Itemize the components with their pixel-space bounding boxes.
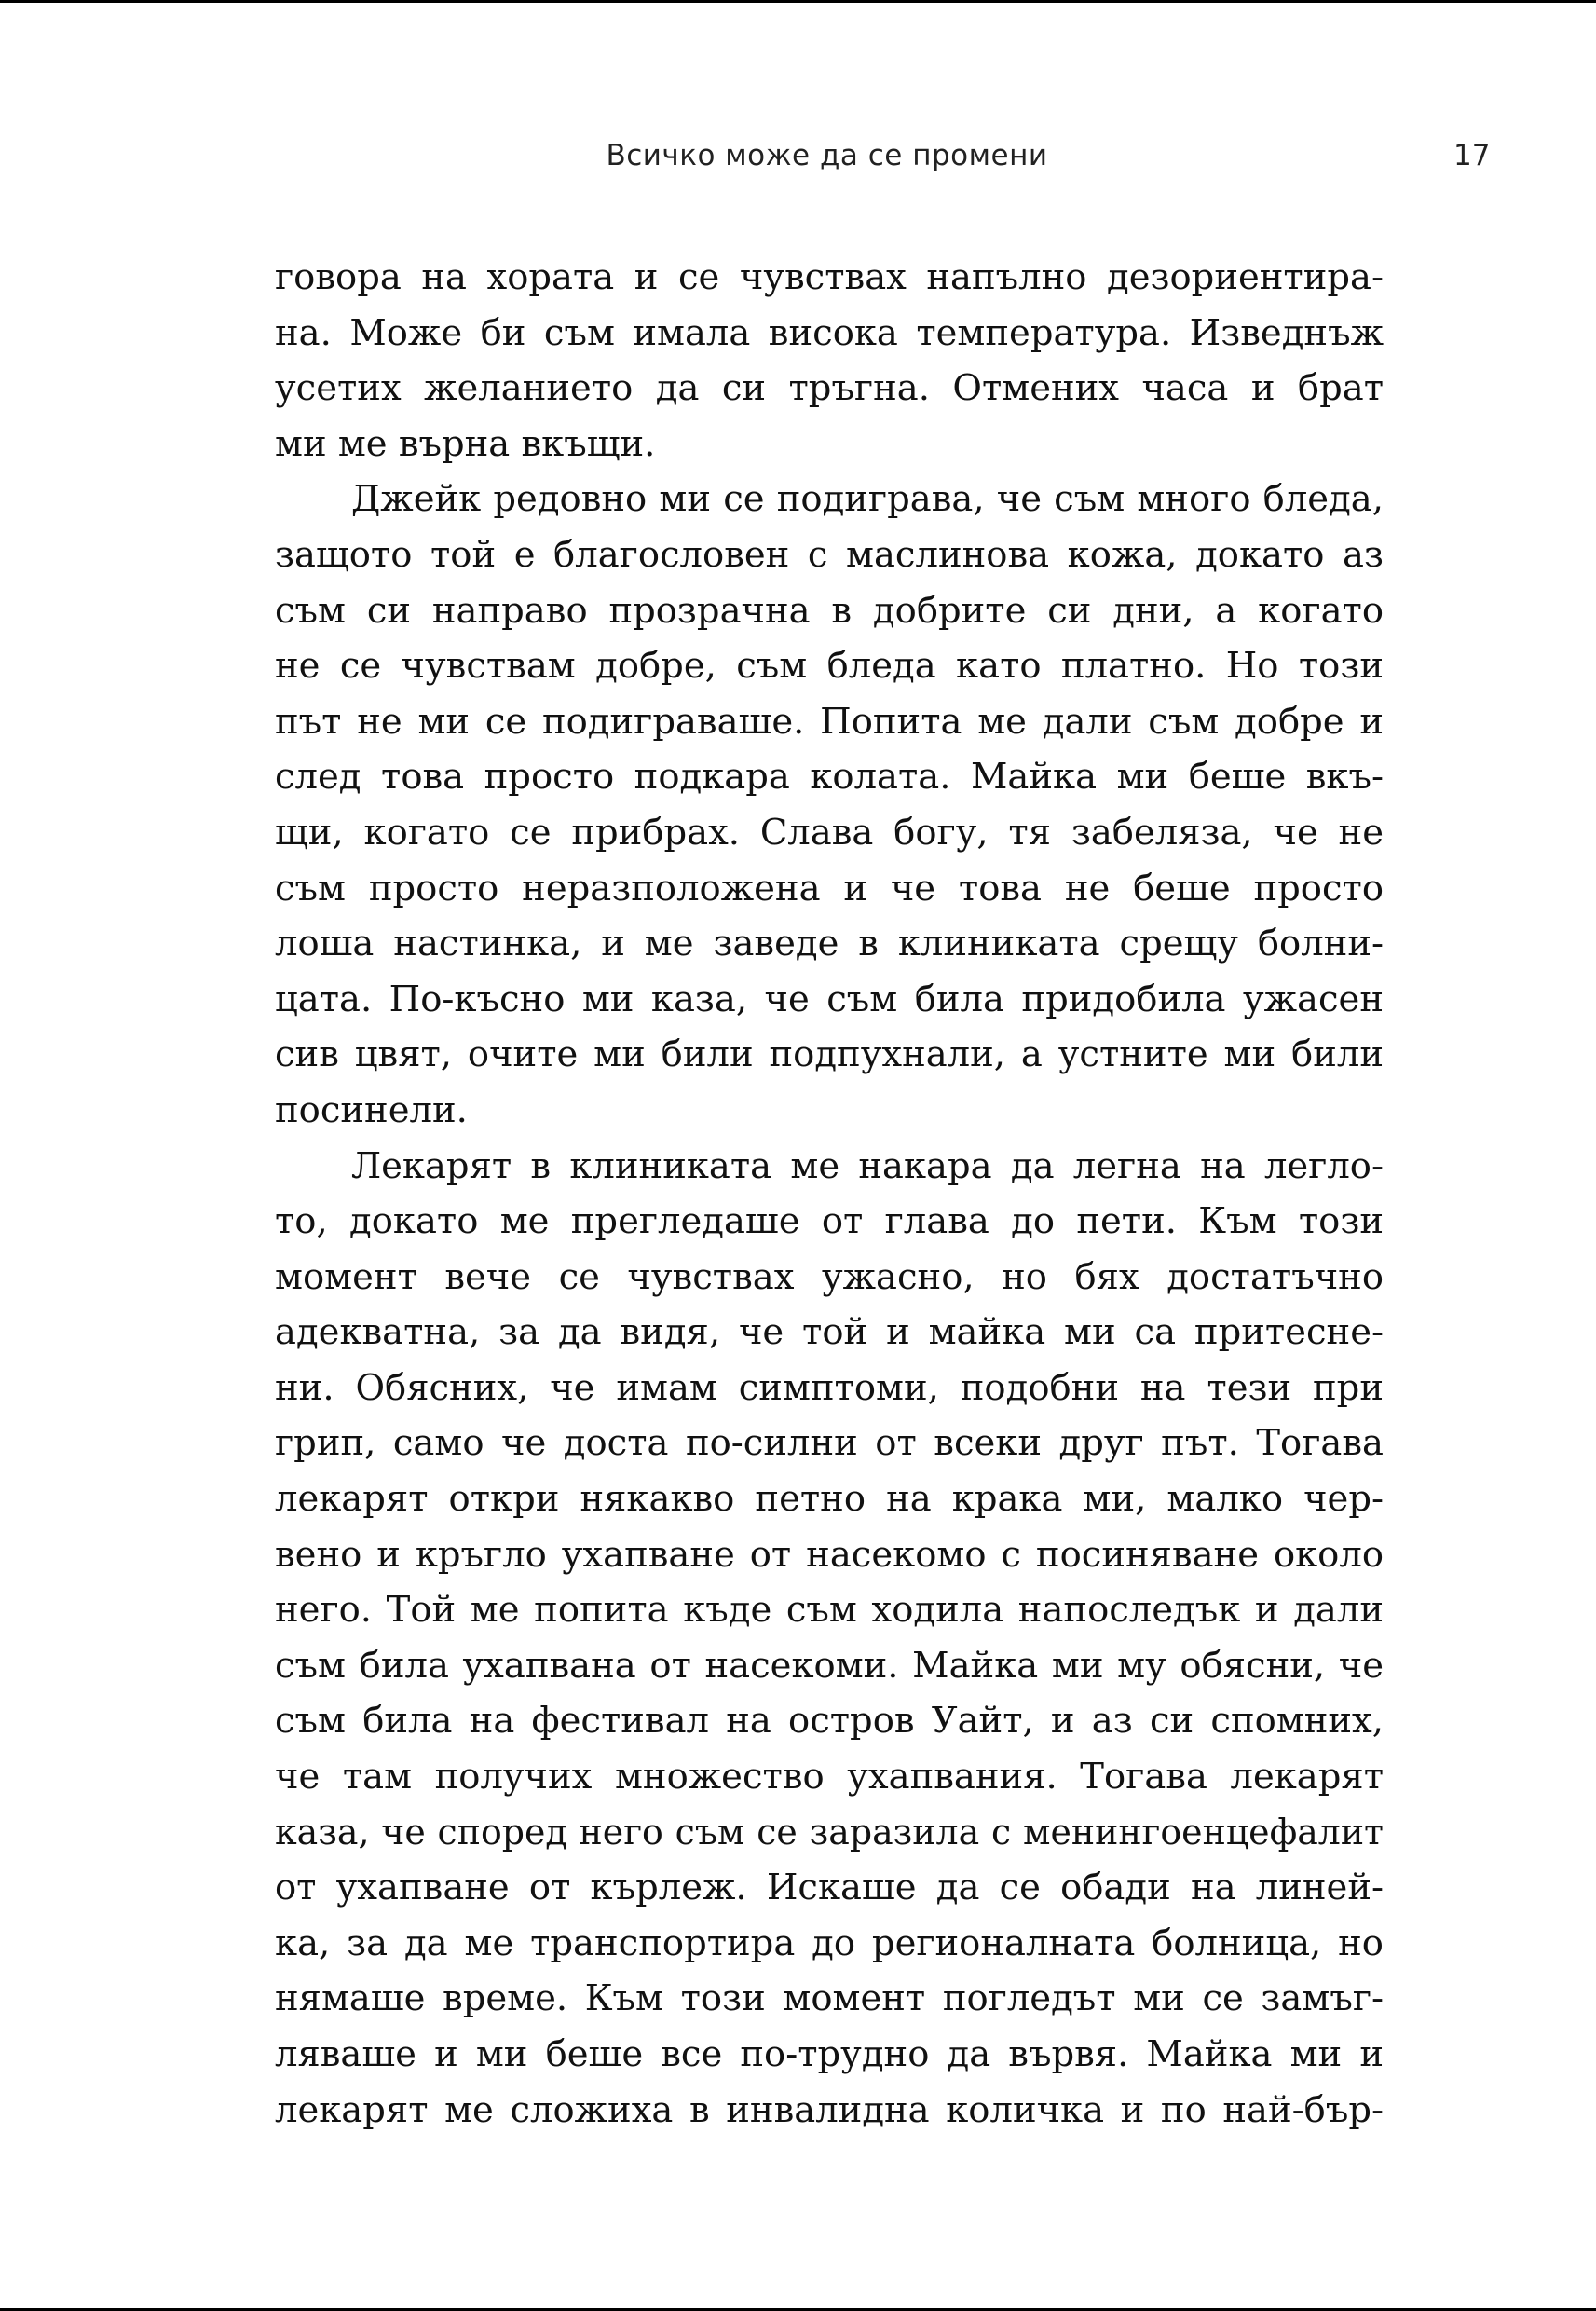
text-line: съм просто неразположена и че това не беше просто <box>275 867 1384 909</box>
text-line: ка, за да ме транспортира до регионалната болница, но <box>275 1921 1384 1964</box>
running-head-title: Всичко може да се промени <box>606 139 1048 172</box>
page-number: 17 <box>1453 139 1491 172</box>
text-line: от ухапване от кърлеж. Искаше да се обади на линей- <box>275 1867 1384 1909</box>
running-head <box>0 132 1596 179</box>
text-line: него. Той ме попита къде съм ходила напоследък и дали <box>275 1589 1384 1632</box>
top-border <box>0 0 1596 3</box>
body-text <box>275 250 1384 2138</box>
text-line: съм била на фестивал на остров Уайт, и аз си спомних, <box>275 1700 1384 1743</box>
text-line: че там получих множество ухапвания. Тогава лекарят <box>275 1756 1384 1798</box>
text-line: лекарят ме сложиха в инвалидна количка и по най-бър- <box>275 2088 1384 2131</box>
text-line: цата. По-късно ми каза, че съм била придобила ужасен <box>275 978 1384 1020</box>
text-line: съм си направо прозрачна в добрите си дни, а когато <box>275 589 1384 632</box>
text-line: каза, че според него съм се заразила с менингоенцефалит <box>275 1811 1384 1853</box>
text-line: нямаше време. Към този момент погледът ми се замъг- <box>275 1977 1384 2020</box>
text-line: след това просто подкара колата. Майка ми беше вкъ- <box>275 756 1384 799</box>
text-line: лоша настинка, и ме заведе в клиниката срещу болни- <box>275 923 1384 965</box>
text-line: защото той е благословен с маслинова кожа, докато аз <box>275 533 1384 576</box>
text-line: Джейк редовно ми се подиграва, че съм много бледа, <box>351 478 1384 521</box>
text-line: щи, когато се прибрах. Слава богу, тя забеляза, че не <box>275 811 1384 854</box>
text-line: посинели. <box>275 1088 468 1131</box>
text-line: на. Може би съм имала висока температура. Изведнъж <box>275 311 1384 354</box>
text-line: то, докато ме прегледаше от глава до пети. Към този <box>275 1200 1384 1243</box>
text-line: съм била ухапвана от насекоми. Майка ми му обясни, че <box>275 1644 1384 1687</box>
text-line: говора на хората и се чувствах напълно дезориентира- <box>275 256 1384 298</box>
text-line: ни. Обясних, че имам симптоми, подобни на тези при <box>275 1366 1384 1409</box>
text-line: момент вече се чувствах ужасно, но бях достатъчно <box>275 1255 1384 1298</box>
text-line: ляваше и ми беше все по-трудно да вървя. Майка ми и <box>275 2033 1384 2075</box>
paragraph <box>275 472 1384 1138</box>
text-line: вено и кръгло ухапване от насекомо с посиняване около <box>275 1533 1384 1576</box>
text-line: лекарят откри някакво петно на крака ми, малко чер- <box>275 1478 1384 1521</box>
text-line: ми ме върна вкъщи. <box>275 422 656 465</box>
text-line: път не ми се подиграваше. Попита ме дали съм добре и <box>275 700 1384 743</box>
paragraph <box>275 250 1384 472</box>
text-line: Лекарят в клиниката ме накара да легна на легло- <box>351 1144 1384 1187</box>
text-line: сив цвят, очите ми били подпухнали, а устните ми били <box>275 1033 1384 1076</box>
text-line: адекватна, за да видя, че той и майка ми са притесне- <box>275 1311 1384 1354</box>
text-line: грип, само че доста по-силни от всеки друг път. Тогава <box>275 1422 1384 1465</box>
text-line: не се чувствам добре, съм бледа като платно. Но този <box>275 645 1384 688</box>
paragraph <box>275 1139 1384 2139</box>
text-line: усетих желанието да си тръгна. Отмених часа и брат <box>275 367 1384 410</box>
